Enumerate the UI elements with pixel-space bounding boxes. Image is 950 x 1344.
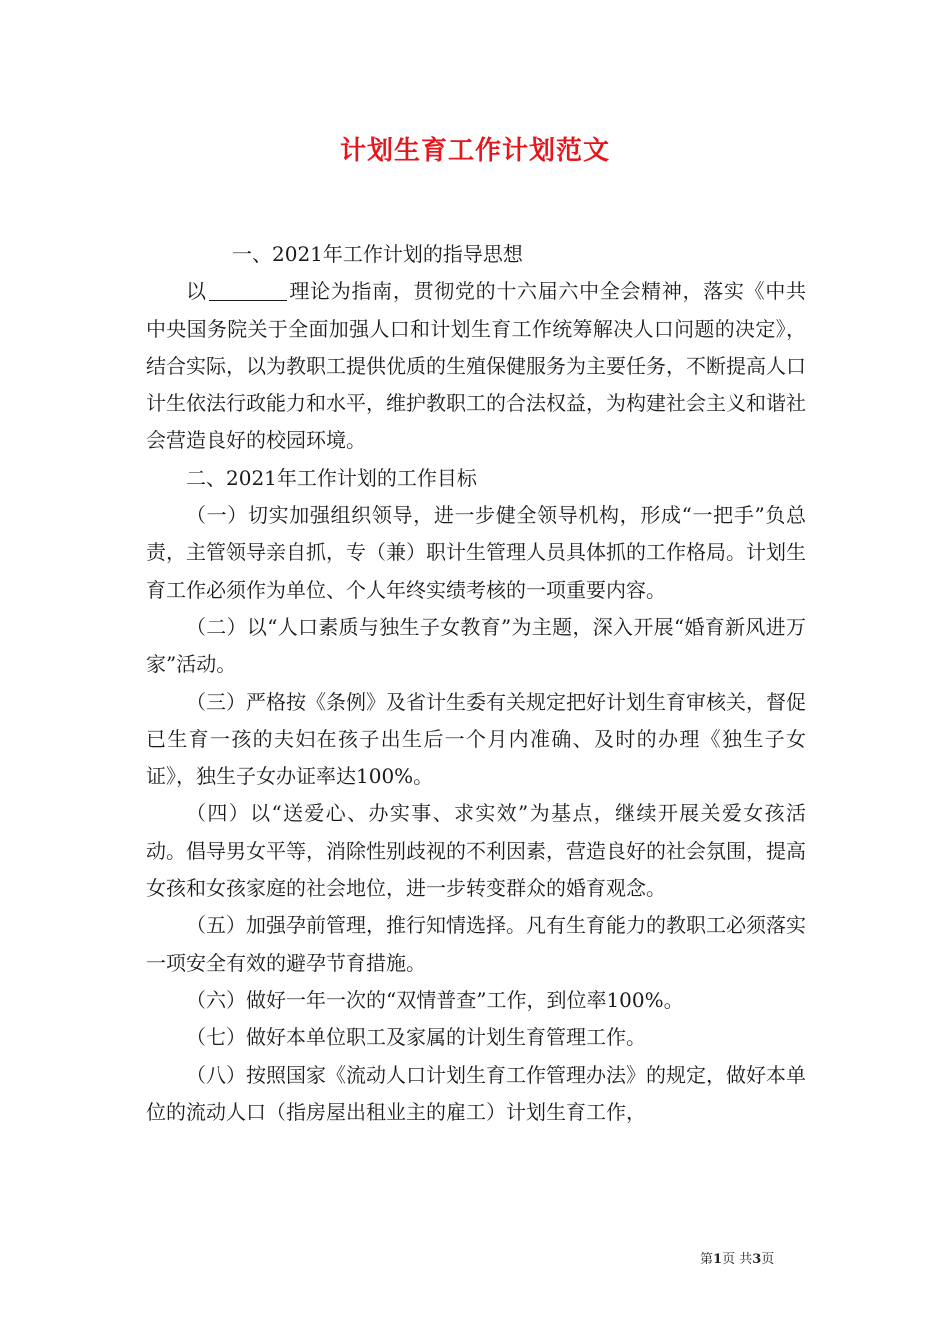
section-heading-1: 一、2021年工作计划的指导思想 bbox=[232, 242, 523, 266]
paragraph-guiding-ideology bbox=[146, 273, 806, 459]
document-body bbox=[146, 236, 806, 1131]
goal-item-7: （七）做好本单位职工及家属的计划生育管理工作。 bbox=[186, 1025, 646, 1050]
paragraph-prefix: 以 bbox=[186, 279, 207, 304]
goal-item-3: （三）严格按《条例》及省计生委有关规定把好计划生育审核关，督促已生育一孩的夫妇在孩子出生后一个月内准确、及时的办理《独生子女证》，独生子女办证率达100%。 bbox=[146, 689, 806, 789]
goal-item-1: （一）切实加强组织领导，进一步健全领导机构，形成“一把手”负总责，主管领导亲自抓，专（兼）职计生管理人员具体抓的工作格局。计划生育工作必须作为单位、个人年终实绩考核的一项重要内容。 bbox=[146, 503, 806, 602]
fill-in-blank bbox=[209, 280, 287, 301]
page-number-footer: 第1页 共3页 bbox=[700, 1252, 775, 1267]
section-heading-2: 二、2021年工作计划的工作目标 bbox=[186, 465, 477, 490]
goal-item-5: （五）加强孕前管理，推行知情选择。凡有生育能力的教职工必须落实一项安全有效的避孕节育措施。 bbox=[146, 913, 806, 975]
goal-item-2: （二）以“人口素质与独生子女教育”为主题，深入开展“婚育新风进万家”活动。 bbox=[146, 614, 806, 677]
current-page-number: 1 bbox=[713, 1252, 723, 1267]
goal-item-6: （六）做好一年一次的“双情普查”工作，到位率100%。 bbox=[186, 987, 684, 1012]
paragraph-text: 理论为指南，贯彻党的十六届六中全会精神，落实《中共中央国务院关于全面加强人口和计划生育工作统筹解决人口问题的决定》，结合实际，以为教职工提供优质的生殖保健服务为主要任务，不断提高人口计生依法行政能力和水平，维护教职工的合法权益，为构建社会主义和谐社会营造良好的校园环境。 bbox=[146, 279, 807, 453]
goal-item-4: （四）以“送爱心、办实事、求实效”为基点，继续开展关爱女孩活动。倡导男女平等，消除性别歧视的不利因素，营造良好的社会氛围，提高女孩和女孩家庭的社会地位，进一步转变群众的婚育观念。 bbox=[146, 801, 806, 901]
total-page-number: 3 bbox=[752, 1252, 762, 1267]
document-title: 计划生育工作计划范文 bbox=[339, 136, 610, 166]
goal-item-8: （八）按照国家《流动人口计划生育工作管理办法》的规定，做好本单位的流动人口（指房屋出租业主的雇工）计划生育工作， bbox=[146, 1062, 806, 1124]
